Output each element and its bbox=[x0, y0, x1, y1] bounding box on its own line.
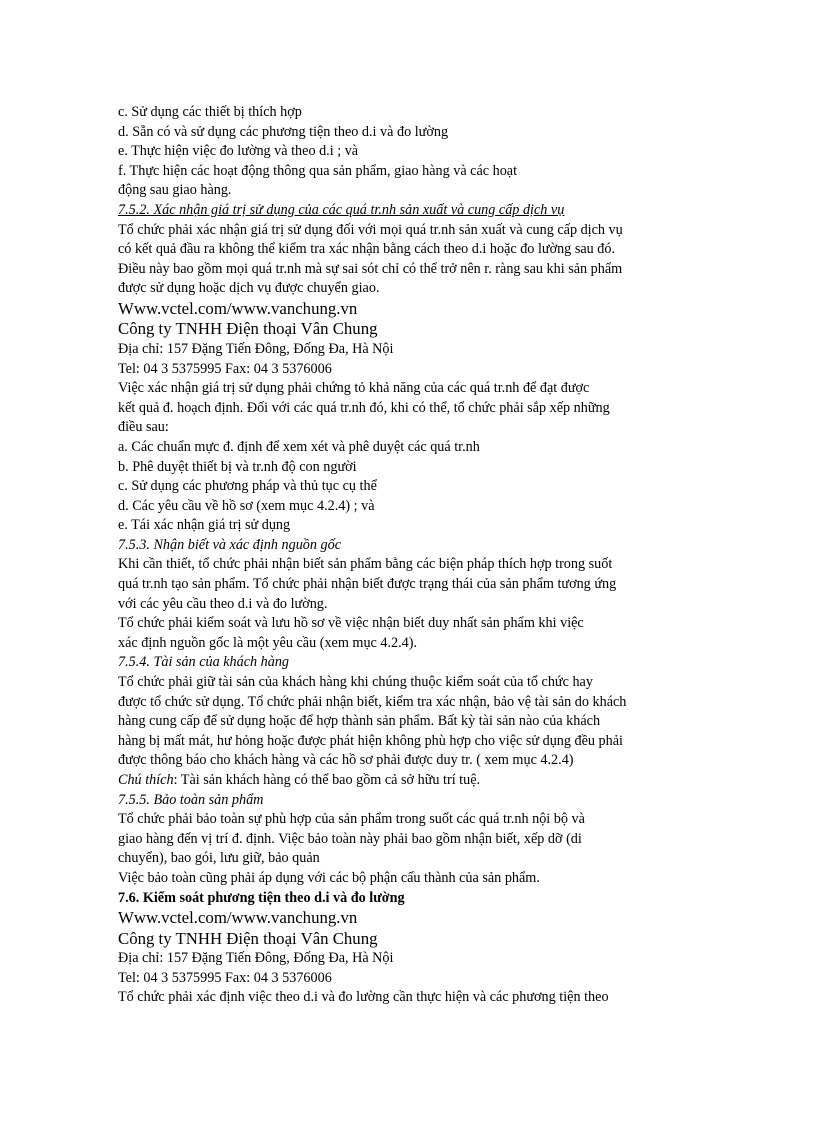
text-line: f. Thực hiện các hoạt động thông qua sản phẩm, giao hàng và các hoạt bbox=[118, 162, 518, 179]
company-contact-line: Địa chỉ: 157 Đặng Tiến Đông, Đống Đa, Hà Nội bbox=[118, 340, 394, 357]
company-contact-line: Tel: 04 3 5375995 Fax: 04 3 5376006 bbox=[118, 360, 332, 377]
company-contact-line: Tel: 04 3 5375995 Fax: 04 3 5376006 bbox=[118, 969, 332, 986]
text-line: hàng cung cấp để sử dụng hoặc để hợp thành sản phẩm. Bất kỳ tài sản nào của khách bbox=[118, 713, 601, 730]
document-page bbox=[118, 103, 718, 1008]
text-line: chuyển), bao gói, lưu giữ, bảo quản bbox=[118, 850, 320, 867]
text-line: c. Sử dụng các phương pháp và thủ tục cụ thể bbox=[118, 478, 377, 495]
text-line: với các yêu cầu theo d.i và đo lường. bbox=[118, 595, 328, 612]
text-line: Tổ chức phải bảo toàn sự phù hợp của sản phẩm trong suốt các quá tr.nh nội bộ và bbox=[118, 811, 585, 828]
text-line: được tổ chức sử dụng. Tổ chức phải nhận biết, kiểm tra xác nhận, bảo vệ tài sản do khách bbox=[118, 693, 627, 710]
section-heading: 7.5.3. Nhận biết và xác định nguồn gốc bbox=[118, 536, 342, 553]
section-heading: 7.6. Kiểm soát phương tiện theo d.i và đo lường bbox=[118, 889, 405, 906]
text-line: được sử dụng hoặc dịch vụ được chuyển giao. bbox=[118, 280, 380, 297]
text-line: c. Sử dụng các thiết bị thích hợp bbox=[118, 104, 302, 120]
text-line: điều sau: bbox=[118, 419, 169, 436]
text-line: Tổ chức phải giữ tài sản của khách hàng khi chúng thuộc kiểm soát của tổ chức hay bbox=[118, 674, 593, 691]
note-label: Chú thích bbox=[118, 772, 174, 788]
text-line: a. Các chuẩn mực đ. định để xem xét và phê duyệt các quá tr.nh bbox=[118, 438, 480, 455]
text-line: e. Thực hiện việc đo lường và theo d.i ; và bbox=[118, 143, 359, 160]
text-line: Tổ chức phải kiểm soát và lưu hồ sơ về việc nhận biết duy nhất sản phẩm khi việc bbox=[118, 615, 584, 632]
text-line: Điều này bao gồm mọi quá tr.nh mà sự sai sót chỉ có thể trở nên r. ràng sau khi sản phẩm bbox=[118, 260, 623, 277]
text-line: d. Sẵn có và sử dụng các phương tiện theo d.i và đo lường bbox=[118, 123, 449, 140]
text-line: có kết quả đầu ra không thể kiểm tra xác nhận bằng cách theo d.i hoặc đo lường sau đó. bbox=[118, 241, 616, 258]
section-heading: 7.5.5. Bảo toàn sản phẩm bbox=[118, 791, 264, 808]
text-line: hàng bị mất mát, hư hỏng hoặc được phát hiện không phù hợp cho việc sử dụng đều phải bbox=[118, 732, 623, 749]
text-line: Việc bảo toàn cũng phải áp dụng với các bộ phận cấu thành của sản phẩm. bbox=[118, 869, 540, 886]
text-line: d. Các yêu cầu về hồ sơ (xem mục 4.2.4) ; và bbox=[118, 497, 375, 514]
company-header-line: Www.vctel.com/www.vanchung.vn bbox=[118, 298, 358, 318]
text-line: quá tr.nh tạo sản phẩm. Tổ chức phải nhận biết được trạng thái của sản phẩm tương ứng bbox=[118, 576, 617, 593]
text-line: e. Tái xác nhận giá trị sử dụng bbox=[118, 517, 291, 534]
text-line: kết quả đ. hoạch định. Đối với các quá tr.nh đó, khi có thể, tổ chức phải sắp xếp những bbox=[118, 399, 610, 416]
company-header-line: Công ty TNHH Điện thoại Vân Chung bbox=[118, 928, 378, 948]
text-line: động sau giao hàng. bbox=[118, 182, 232, 199]
text-line: giao hàng đến vị trí đ. định. Việc bảo toàn này phải bao gồm nhận biết, xếp dỡ (di bbox=[118, 830, 582, 847]
text-line: Tổ chức phải xác nhận giá trị sử dụng đối với mọi quá tr.nh sản xuất và cung cấp dịch vụ bbox=[118, 221, 623, 238]
text-line: b. Phê duyệt thiết bị và tr.nh độ con người bbox=[118, 458, 357, 475]
text-line: Khi cần thiết, tổ chức phải nhận biết sản phẩm bằng các biện pháp thích hợp trong suốt bbox=[118, 556, 613, 573]
section-heading: 7.5.2. Xác nhận giá trị sử dụng của các quá tr.nh sản xuất và cung cấp dịch vụ bbox=[118, 201, 565, 218]
text-line: Tổ chức phải xác định việc theo d.i và đo lường cần thực hiện và các phương tiện theo bbox=[118, 989, 609, 1006]
company-header-line: Công ty TNHH Điện thoại Vân Chung bbox=[118, 319, 378, 339]
section-heading: 7.5.4. Tài sản của khách hàng bbox=[118, 654, 290, 671]
text-line: Việc xác nhận giá trị sử dụng phải chứng tỏ khả năng của các quá tr.nh để đạt được bbox=[118, 380, 590, 397]
note-text: : Tài sản khách hàng có thể bao gồm cả sở hữu trí tuệ. bbox=[173, 772, 481, 788]
text-line: được thông báo cho khách hàng và các hồ sơ phải được duy tr. ( xem mục 4.2.4) bbox=[118, 752, 574, 769]
company-header-line: Www.vctel.com/www.vanchung.vn bbox=[118, 908, 358, 928]
company-contact-line: Địa chỉ: 157 Đặng Tiến Đông, Đống Đa, Hà Nội bbox=[118, 950, 394, 967]
text-line bbox=[118, 771, 718, 791]
text-line: xác định nguồn gốc là một yêu cầu (xem mục 4.2.4). bbox=[118, 634, 418, 651]
